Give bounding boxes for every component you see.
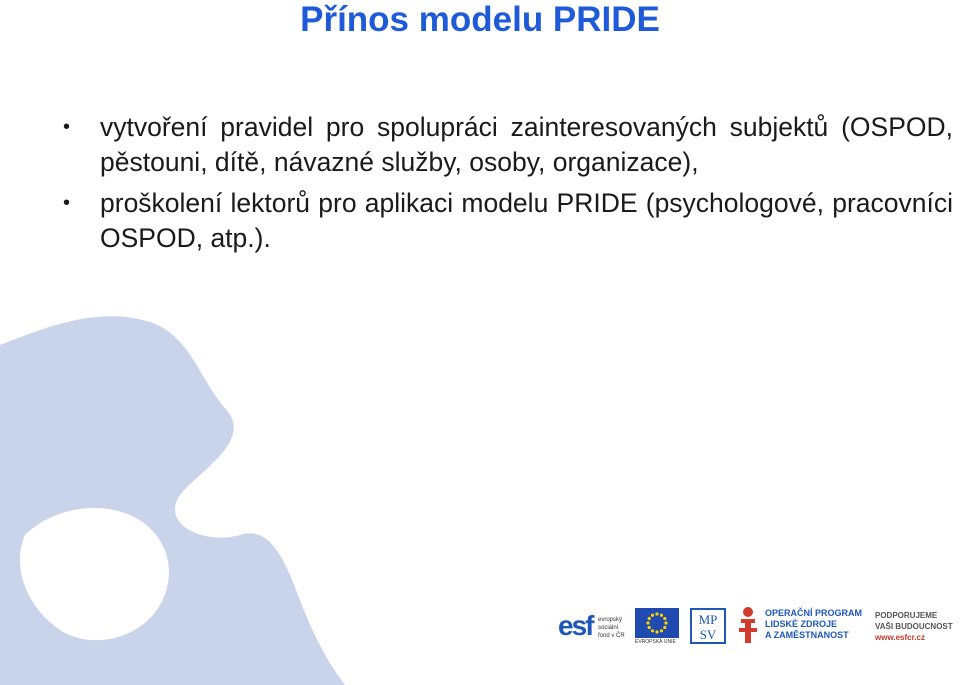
bullet-list (63, 110, 953, 262)
support-slogan: PODPORUJEME VAŠI BUDOUCNOST www.esfcr.cz (875, 610, 960, 643)
puzzle-piece-shape (0, 316, 345, 685)
bullet-text: proškolení lektorů pro aplikaci modelu PRIDE (psychologové, pracovníci OSPOD, atp.). (100, 188, 953, 253)
bullet-item (63, 110, 953, 180)
esf-logo (558, 606, 630, 646)
bullet-marker: • (63, 192, 71, 214)
bullet-item (63, 186, 953, 256)
esf-logo-text: evropský sociální fond v ČR (598, 617, 625, 639)
eu-logo-label: EVROPSKÁ UNIE (635, 639, 676, 645)
support-url: www.esfcr.cz (875, 633, 925, 642)
bullet-marker: • (63, 116, 71, 138)
footer-logos (555, 600, 960, 655)
esf-logo-mark: esf (558, 610, 593, 641)
bullet-text: vytvoření pravidel pro spolupráci zainteresovaných subjektů (OSPOD, pěstouni, dítě, návazné služby, osoby, organizace), (100, 112, 953, 177)
slide-title: Přínos modelu PRIDE (300, 0, 660, 39)
eu-stars-icon (635, 608, 679, 638)
eu-flag-icon (635, 608, 679, 638)
op-logo-icon (737, 606, 759, 646)
eu-logo (635, 608, 679, 646)
op-logo-text: OPERAČNÍ PROGRAM LIDSKÉ ZDROJE A ZAMĚSTNANOST (765, 608, 863, 640)
mpsv-logo: MP SV (690, 608, 726, 644)
